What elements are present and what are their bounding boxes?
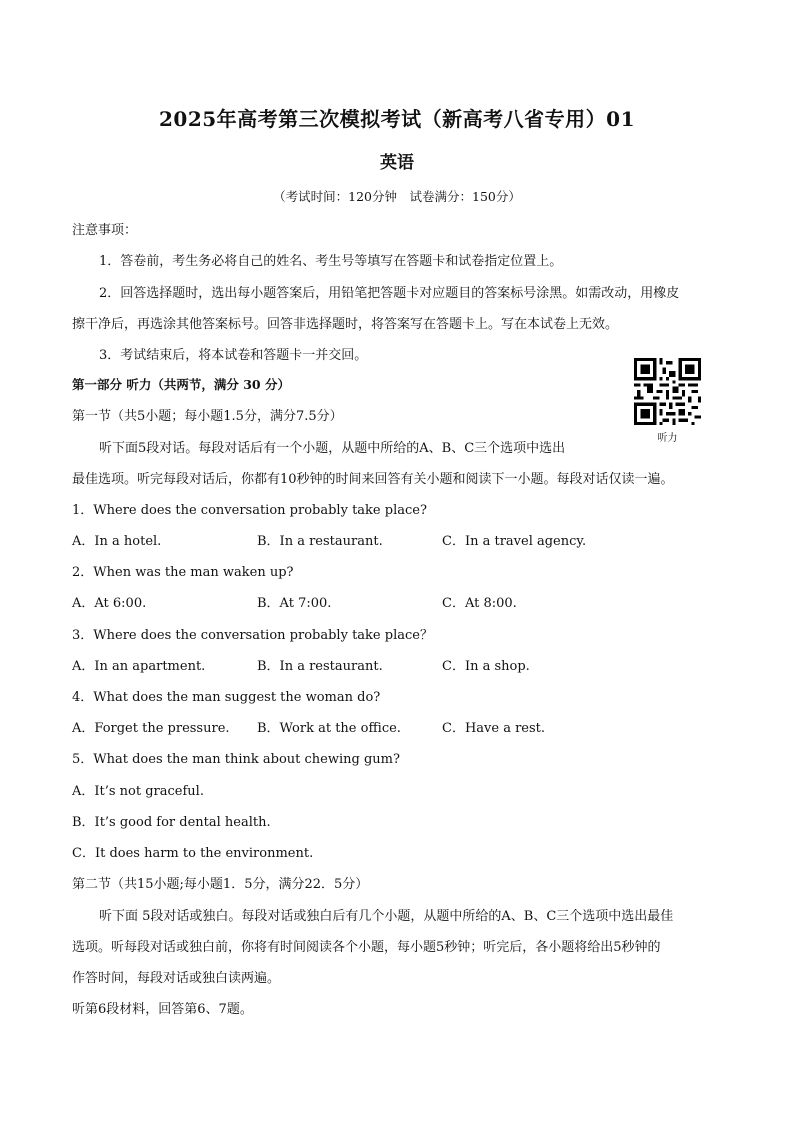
note-item-2-cont: 擦干净后，再选涂其他答案标号。回答非选择题时，将答案写在答题卡上。写在本试卷上无效。 <box>72 317 619 332</box>
qr-code-icon[interactable] <box>634 358 701 425</box>
section1-heading: 第一节（共5小题；每小题1.5分，满分7.5分） <box>72 409 343 424</box>
q5-option-b: B．It’s good for dental health. <box>72 815 271 830</box>
section1-instruction: 听下面5段对话。每段对话后有一个小题，从题中所给的A、B、C三个选项中选出 <box>99 441 566 456</box>
section2-instruction: 听下面 5段对话或独白。每段对话或独白后有几个小题，从题中所给的A、B、C三个选项中选出最佳 <box>99 909 674 924</box>
subject-title: 英语 <box>380 153 414 173</box>
section2-instruction-cont-1: 选项。听每段对话或独白前，你将有时间阅读各个小题，每小题5秒钟；听完后，各小题将给出5秒钟的 <box>72 940 661 955</box>
question-2: 2．When was the man waken up? <box>72 565 294 580</box>
question-4: 4．What does the man suggest the woman do? <box>72 690 381 705</box>
section2-instruction-cont-2: 作答时间，每段对话或独白读两遍。 <box>72 971 281 986</box>
q4-option-a: A．Forget the pressure. <box>72 721 230 736</box>
q3-option-c: C．In a shop. <box>442 659 530 674</box>
q5-option-c: C．It does harm to the environment. <box>72 846 314 861</box>
q2-option-c: C．At 8:00. <box>442 596 517 611</box>
note-item-2: 2．回答选择题时，选出每小题答案后，用铅笔把答题卡对应题目的答案标号涂黑。如需改动，用橡皮 <box>99 286 680 301</box>
q2-option-b: B．At 7:00. <box>257 596 332 611</box>
material-6-note: 听第6段材料，回答第6、7题。 <box>72 1002 253 1017</box>
note-item-1: 1．答卷前，考生务必将自己的姓名、考生号等填写在答题卡和试卷指定位置上。 <box>99 254 563 269</box>
question-1: 1．Where does the conversation probably take place? <box>72 503 427 518</box>
section2-heading: 第二节（共15小题;每小题1．5分，满分22．5分） <box>72 877 369 892</box>
q4-option-c: C．Have a rest. <box>442 721 546 736</box>
q2-option-a: A．At 6:00. <box>72 596 147 611</box>
exam-info: （考试时间：120分钟 试卷满分：150分） <box>273 189 521 204</box>
q3-option-b: B．In a restaurant. <box>257 659 383 674</box>
section1-instruction-cont: 最佳选项。听完每段对话后，你都有10秒钟的时间来回答有关小题和阅读下一小题。每段对话仅读一遍。 <box>72 472 674 487</box>
q4-option-b: B．Work at the office. <box>257 721 401 736</box>
notes-heading: 注意事项： <box>72 223 138 238</box>
q1-option-a: A．In a hotel. <box>72 534 162 549</box>
question-5: 5．What does the man think about chewing gum? <box>72 752 400 767</box>
q1-option-c: C．In a travel agency. <box>442 534 587 549</box>
q5-option-a: A．It’s not graceful. <box>72 784 204 799</box>
q1-option-b: B．In a restaurant. <box>257 534 383 549</box>
part1-heading: 第一部分 听力（共两节，满分 30 分） <box>72 377 290 392</box>
q3-option-a: A．In an apartment. <box>72 659 206 674</box>
question-3: 3．Where does the conversation probably take place？ <box>72 628 433 643</box>
note-item-3: 3．考试结束后，将本试卷和答题卡一并交回。 <box>99 348 368 363</box>
page-title: 2025年高考第三次模拟考试（新高考八省专用）01 <box>159 107 635 131</box>
qr-label: 听力 <box>657 433 678 444</box>
